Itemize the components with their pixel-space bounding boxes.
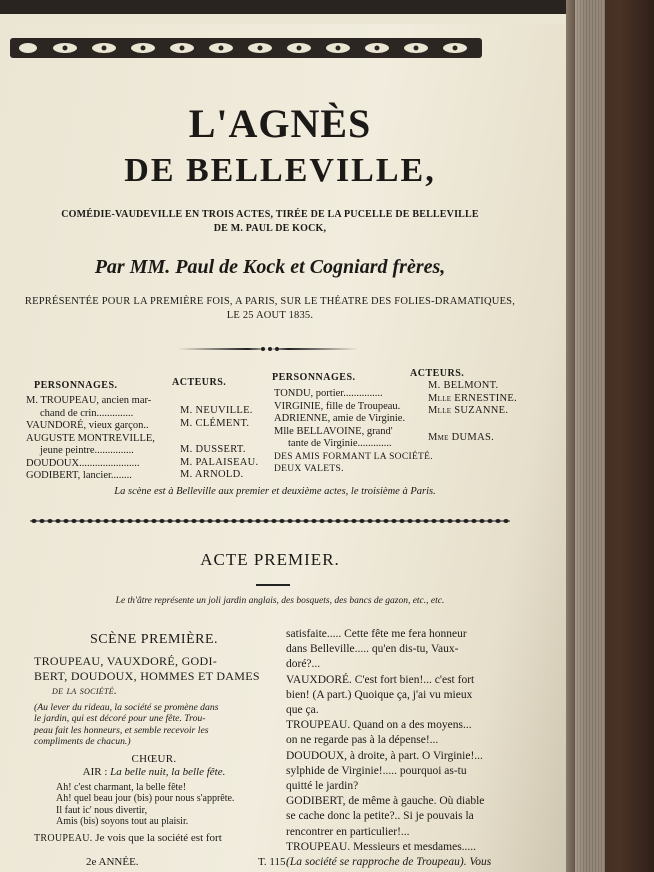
bead-divider (30, 516, 510, 526)
cast-role: chand de crin.............. (40, 407, 134, 419)
verse-line: Il faut ic' nous divertir, (56, 804, 148, 816)
cast-role: DOUDOUX....................... (26, 457, 140, 469)
subtitle-line-2: DE M. PAUL DE KOCK, (213, 223, 327, 234)
page-edges (575, 0, 605, 872)
scene-title: SCÈNE PREMIÈRE. (89, 632, 219, 647)
text-line: TROUPEAU. Quand on a des moyens... (286, 719, 472, 732)
text-line: on ne regarde pas à la dépense!... (286, 734, 439, 747)
authors-line: Par MM. Paul de Kock et Cogniard frères, (94, 256, 446, 278)
text-line: doré?... (286, 658, 321, 671)
cast-role: ADRIENNE, amie de Virginie. (274, 413, 406, 424)
air-label: AIR : (82, 765, 108, 778)
text-line: TROUPEAU. Messieurs et mesdames..... (286, 840, 477, 853)
text-line: dans Belleville..... qu'en dis-tu, Vaux- (286, 643, 459, 656)
text-line: que ça. (286, 704, 319, 717)
verse-line: Ah! c'est charmant, la belle fête! (56, 781, 187, 793)
cast-role: DEUX VALETS. (274, 464, 344, 474)
divider-ornament (178, 346, 358, 352)
scene-location-note: La scène est à Belleville aux premier et deuxième actes, le troisième à Paris. (114, 486, 436, 497)
text-line: VAUXDORÉ. C'est fort bien!... c'est fort (286, 673, 475, 686)
cast-role: Mlle BELLAVOINE, grand' (274, 425, 393, 437)
cast-header-actors-left: ACTEURS. (172, 377, 227, 388)
cast-actor: M. NEUVILLE. (180, 405, 253, 416)
cast-actor: Mme DUMAS. (428, 431, 495, 443)
cast-actors-right (428, 380, 528, 444)
text-line: satisfaite..... Cette fête me fera honneur (286, 628, 467, 640)
cast-actor: Mlle ERNESTINE. (428, 392, 518, 404)
characters-line-2: BERT, DOUDOUX, HOMMES ET DAMES (34, 668, 260, 683)
cast-roles-left (26, 395, 176, 483)
speaker-name: TROUPEAU. (34, 832, 93, 844)
cast-role: DES AMIS FORMANT LA SOCIÉTÉ. (274, 451, 433, 462)
act-title: ACTE PREMIER. (200, 550, 340, 569)
decor-description: Le th'âtre représente un joli jardin anglais, des bosquets, des bancs de gazon, etc., etc. (115, 596, 445, 606)
cast-role: M. TROUPEAU, ancien mar- (26, 395, 152, 406)
cast-actor: Mlle SUZANNE. (428, 405, 509, 416)
representation-line-1: REPRÉSENTÉE POUR LA PREMIÈRE FOIS, A PARIS, SUR LE THÉATRE DES FOLIES-DRAMATIQUES, (24, 296, 516, 307)
speech-line (34, 831, 274, 846)
verse-line: Amis (bis) soyons tout au plaisir. (56, 816, 189, 827)
song-verse (34, 782, 274, 828)
text-line: rencontrer en particulier!... (286, 825, 410, 838)
text-line: (La société se rapproche de Troupeau). Vous (286, 856, 492, 869)
cast-actor: M. PALAISEAU. (180, 456, 259, 468)
subtitle (20, 208, 520, 236)
left-column (34, 632, 274, 846)
stage-line: le jardin, qui est décoré pour une fête. Trou- (34, 713, 206, 724)
title-line-1: L'AGNÈS (188, 101, 372, 146)
cast-role: VAUNDORÉ, vieux garçon.. (26, 420, 149, 431)
scene-characters (34, 654, 274, 698)
verse-line: Ah! quel beau jour (bis) pour nous s'apprête. (56, 793, 235, 804)
cast-actor: M. BELMONT. (428, 380, 499, 391)
stage-line: (Au lever du rideau, la société se promène dans (34, 701, 219, 713)
text-line: quitté le jardin? (286, 780, 359, 793)
text-line: se cache donc la petite?.. Si je pouvais la (286, 810, 474, 823)
footer-volume: T. 115. (258, 856, 289, 868)
speech-text: Je vois que la société est fort (95, 831, 222, 844)
cast-header-actors-right: ACTEURS. (410, 368, 465, 379)
text-line: DOUDOUX, à droite, à part. O Virginie!... (286, 749, 483, 762)
cast-header-roles-left: PERSONNAGES. (34, 380, 118, 391)
header-ornament (10, 34, 482, 62)
cast-actor: M. ARNOLD. (180, 469, 244, 480)
act-underline (256, 584, 290, 586)
characters-line-3: de la société. (52, 683, 118, 697)
cast-actor: M. CLÉMENT. (180, 417, 250, 429)
cast-role: TONDU, portier............... (274, 388, 383, 399)
cast-role: jeune peintre............... (40, 445, 134, 456)
cast-role: GODIBERT, lancier........ (26, 470, 132, 481)
representation (10, 295, 530, 323)
footer-year: 2e ANNÉE. (86, 856, 139, 868)
characters-line-1: TROUPEAU, VAUXDORÉ, GODI- (34, 654, 218, 668)
text-line: bien! (A part.) Quoique ça, j'ai vu mieux (286, 688, 473, 701)
text-line: sylphide de Virginie!..... pourquoi as-tu (286, 764, 467, 777)
cast-roles-right (274, 388, 434, 476)
air-line (34, 766, 274, 778)
stage-direction (34, 702, 274, 748)
text-line: GODIBERT, de même à gauche. Où diable (286, 795, 485, 808)
right-column (286, 627, 530, 870)
cast-role: VIRGINIE, fille de Troupeau. (274, 400, 401, 412)
cast-actors-left (180, 405, 275, 482)
cast-role: tante de Virginie............. (288, 438, 392, 449)
representation-line-2: LE 25 AOUT 1835. (226, 310, 314, 321)
title-line-2: DE BELLEVILLE, (124, 152, 436, 189)
air-name: La belle nuit, la belle fête. (110, 765, 226, 778)
subtitle-line-1: COMÉDIE-VAUDEVILLE EN TROIS ACTES, TIRÉE DE LA PUCELLE DE BELLEVILLE (61, 209, 479, 220)
cast-role: AUGUSTE MONTREVILLE, (26, 432, 155, 444)
choeur-heading: CHŒUR. (131, 752, 177, 765)
cast-header-roles-right: PERSONNAGES. (272, 372, 356, 383)
cast-actor: M. DUSSERT. (180, 444, 246, 455)
stage-line: compliments de chacun.) (34, 736, 131, 747)
stage-line: peau fait les honneurs, et semble recevoir les (34, 724, 209, 736)
